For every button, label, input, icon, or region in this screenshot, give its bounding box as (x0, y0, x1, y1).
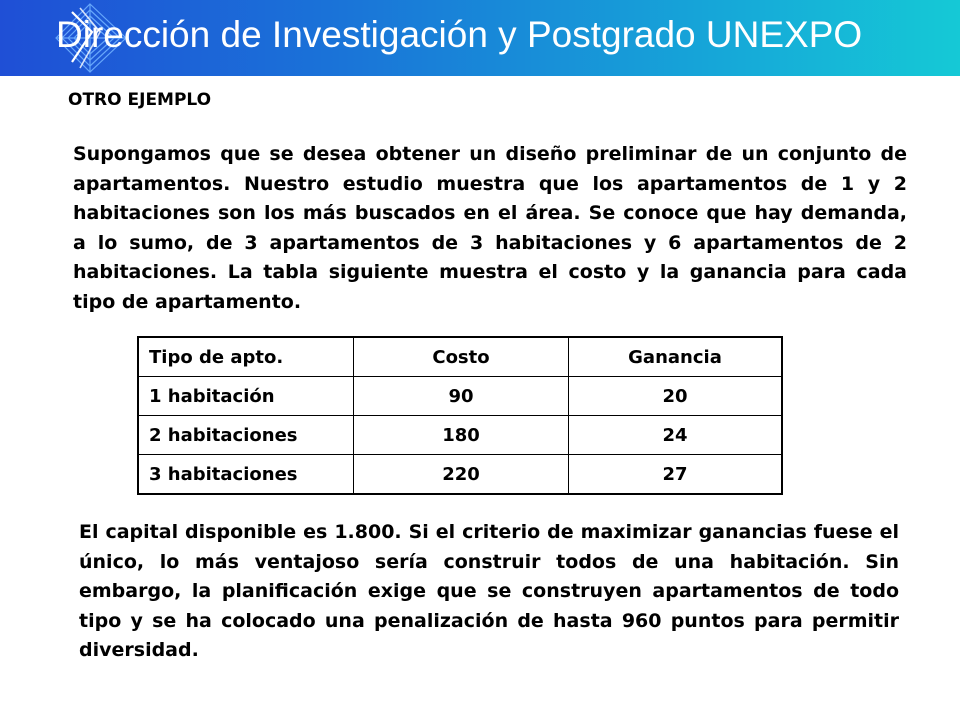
table-cell: 90 (354, 377, 569, 416)
title-banner (0, 0, 960, 76)
table-cell: 1 habitación (138, 377, 354, 416)
table-cell: 27 (569, 455, 783, 495)
table-cell: 220 (354, 455, 569, 495)
conclusion-paragraph: El capital disponible es 1.800. Si el criterio de maximizar ganancias fuese el único, lo más ventajoso sería construir todos de una habitación. Sin embargo, la planificación exige que se construyen apartamentos de todo tipo y se ha colocado una penalización de hasta 960 puntos para permitir diversidad. (79, 521, 899, 661)
table-row (138, 416, 782, 455)
table-cell: 3 habitaciones (138, 455, 354, 495)
table-cell: 24 (569, 416, 783, 455)
table-cell: 180 (354, 416, 569, 455)
apartment-table (137, 336, 783, 495)
table-row (138, 455, 782, 495)
header-cell: Costo (354, 337, 569, 377)
table-cell: 2 habitaciones (138, 416, 354, 455)
header-cell: Ganancia (569, 337, 783, 377)
table-cell: 20 (569, 377, 783, 416)
page-title: Dirección de Investigación y Postgrado UNEXPO (56, 14, 863, 55)
section-heading: OTRO EJEMPLO (68, 90, 212, 110)
table-row (138, 377, 782, 416)
intro-paragraph: Supongamos que se desea obtener un diseño preliminar de un conjunto de apartamentos. Nuestro estudio muestra que los apartamentos de 1 y 2 habitaciones son los más buscados en el área. Se conoce que hay demanda, a lo sumo, de 3 apartamentos de 3 habitaciones y 6 apartamentos de 2 habitaciones. La tabla siguiente muestra el costo y la ganancia para cada tipo de apartamento. (73, 143, 907, 313)
table-header-row (138, 337, 782, 377)
header-cell: Tipo de apto. (138, 337, 354, 377)
